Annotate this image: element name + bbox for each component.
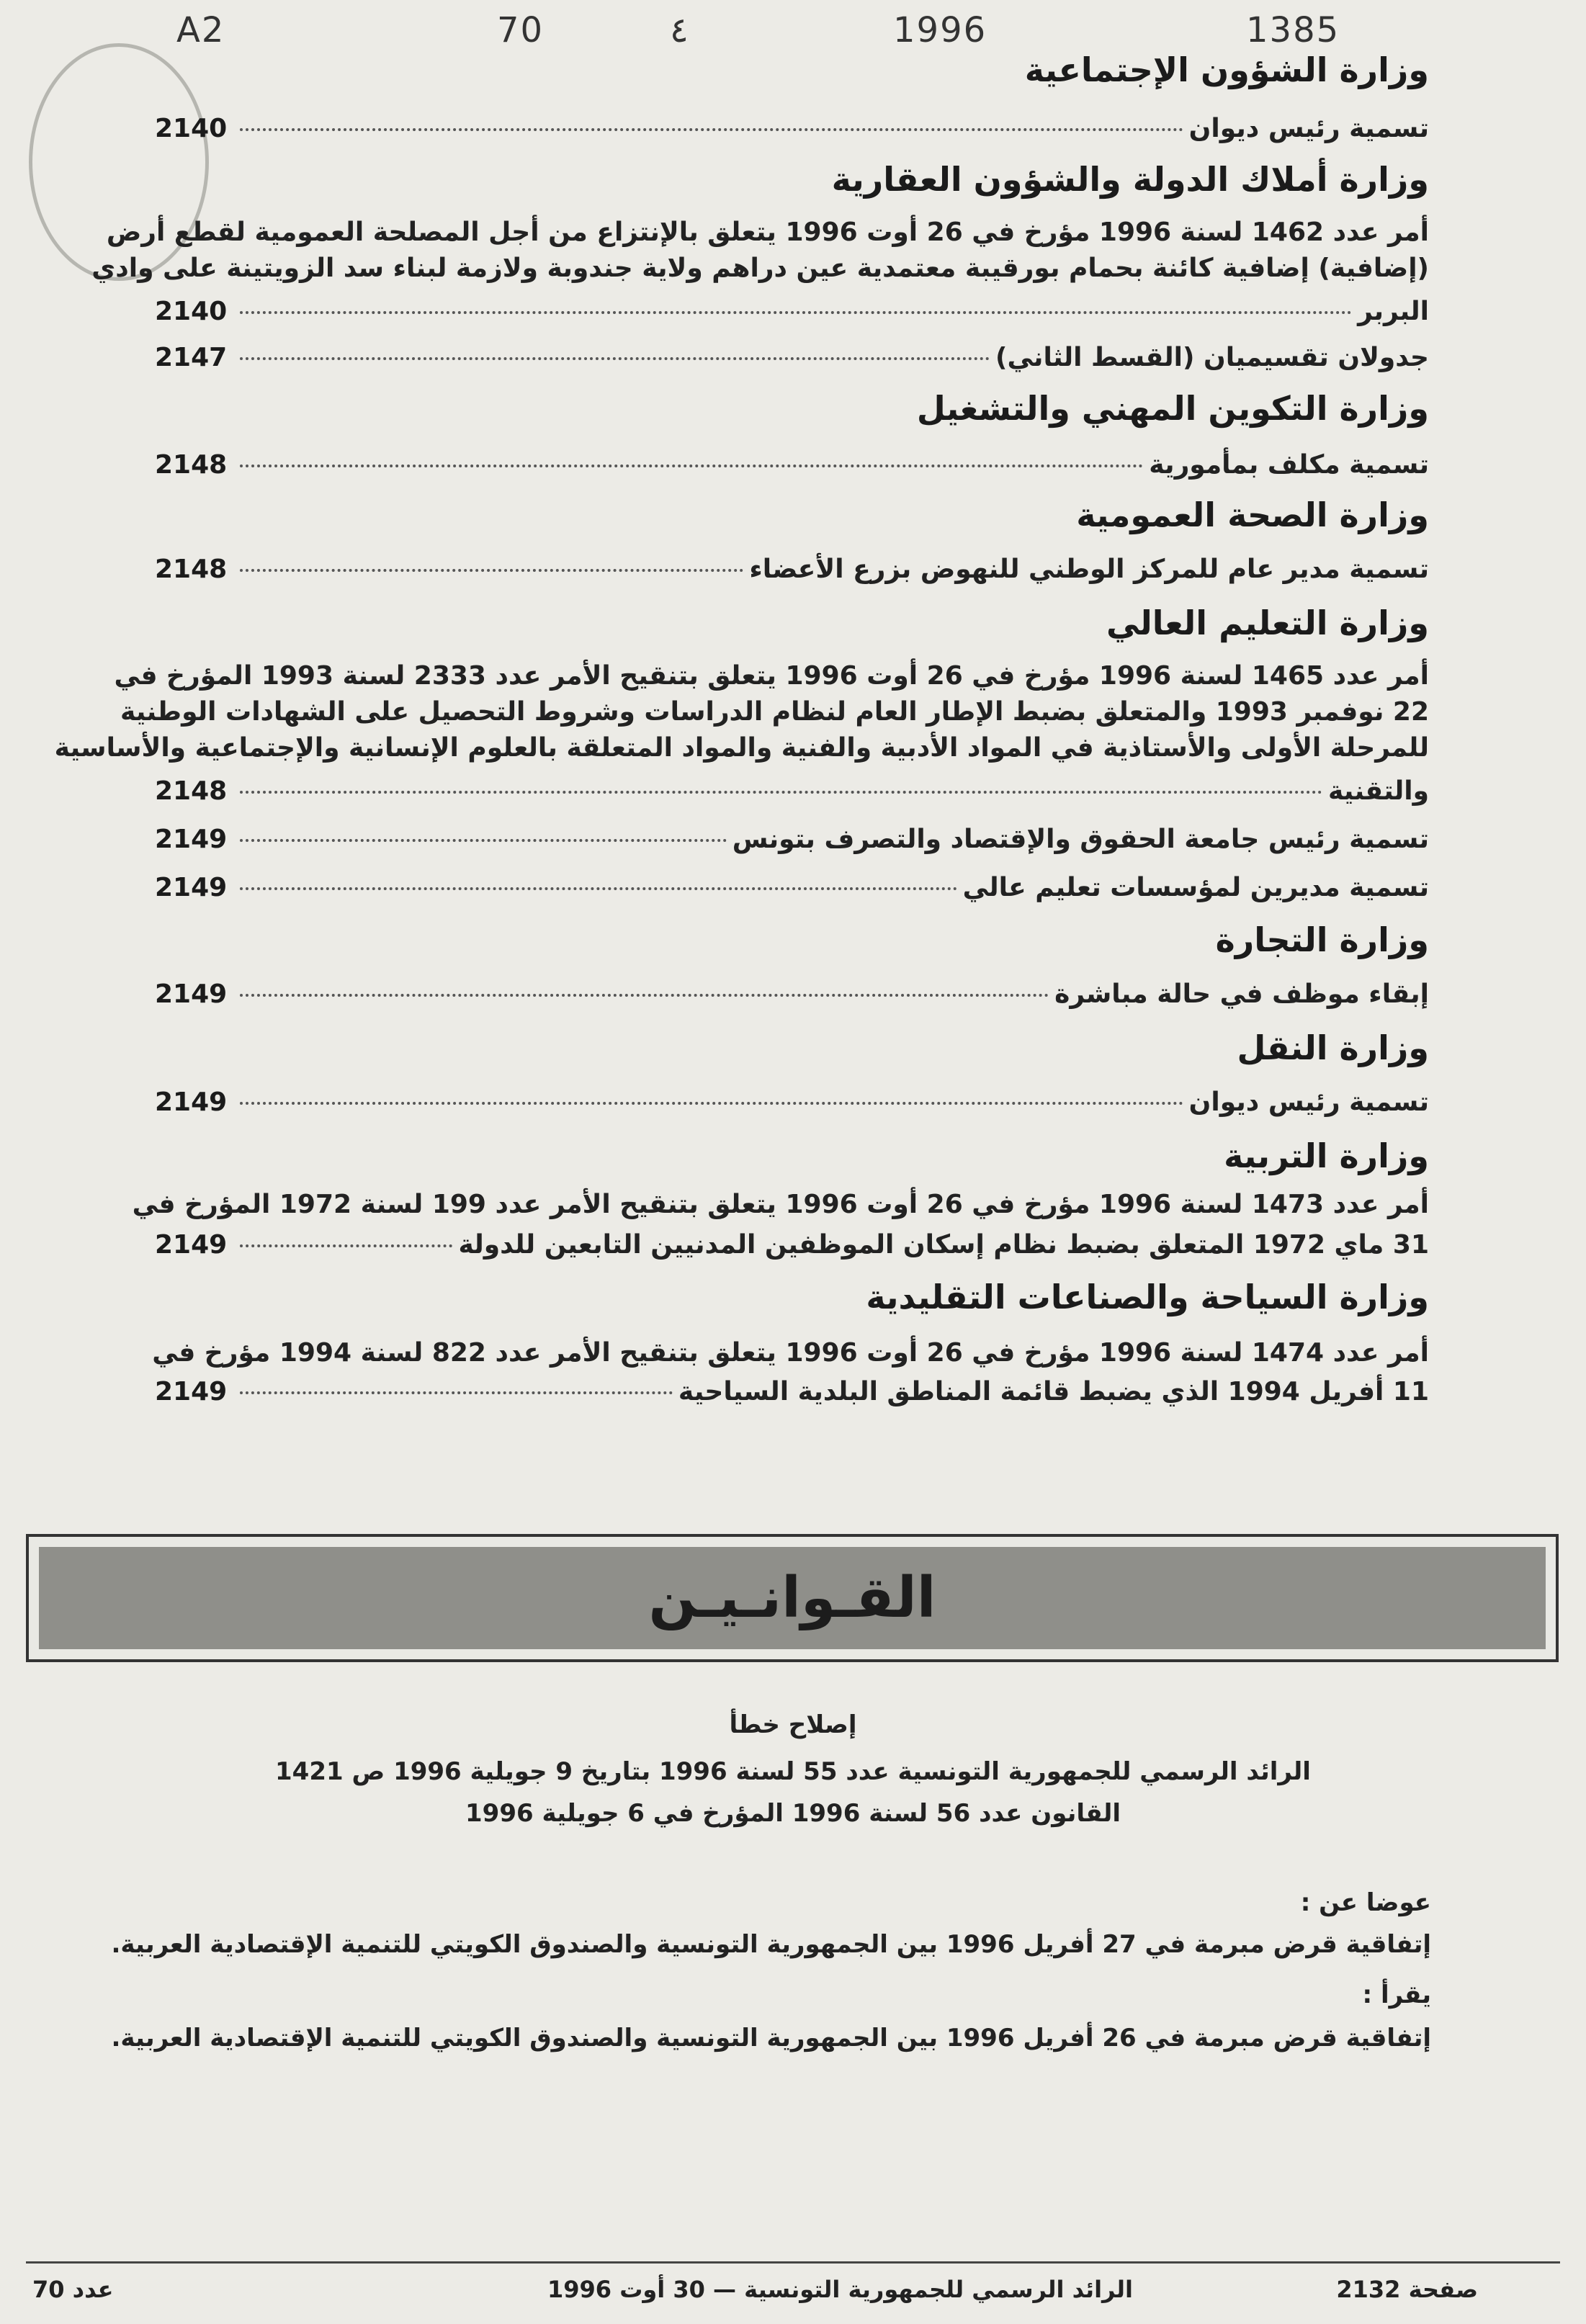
read-text: إتفاقية قرض مبرمة في 26 أفريل 1996 بين الجمهورية التونسية والصندوق الكويتي للتنمية الإقتصادية العربية.: [111, 2024, 1431, 2052]
toc-page: 2149: [155, 1377, 228, 1406]
heading-public-health: وزارة الصحة العمومية: [1076, 495, 1429, 534]
toc-text: 22 نوفمبر 1993 والمتعلق بضبط الإطار العام لنظام الدراسات وشروط التحصيل على الشهادات الوطنية: [120, 697, 1429, 727]
toc-entry: والتقنية: [234, 776, 1429, 806]
toc-entry: 11 أفريل 1994 الذي يضبط قائمة المناطق البلدية السياحية: [234, 1377, 1429, 1406]
toc-page: 2149: [155, 1087, 228, 1117]
toc-page: 2148: [155, 776, 228, 806]
read-label: يقرأ :: [1362, 1980, 1431, 2009]
handwritten-a2: A2: [176, 10, 225, 50]
toc-text: أمر عدد 1465 لسنة 1996 مؤرخ في 26 أوت 1996 يتعلق بتنقيح الأمر عدد 2333 لسنة 1993 المؤرخ في: [114, 661, 1429, 691]
toc-page: 2148: [155, 450, 228, 480]
erratum-title: إصلاح خطأ: [729, 1710, 857, 1739]
toc-entry: 31 ماي 1972 المتعلق بضبط نظام إسكان الموظفين المدنيين التابعين للدولة: [234, 1230, 1429, 1260]
heading-transport: وزارة النقل: [1237, 1028, 1429, 1067]
toc-entry: إبقاء موظف في حالة مباشرة: [234, 979, 1429, 1009]
erratum-line2: القانون عدد 56 لسنة 1996 المؤرخ في 6 جويلية 1996: [465, 1799, 1121, 1828]
footer-page-number: صفحة 2132: [1336, 2276, 1478, 2303]
heading-higher-education: وزارة التعليم العالي: [1106, 604, 1429, 642]
handwritten-code: 1385: [1246, 10, 1340, 50]
toc-page: 2147: [155, 343, 228, 372]
toc-text: للمرحلة الأولى والأستاذية في المواد الأدبية والفنية والمواد المتعلقة بالعلوم الإنسانية والإجتماعية والأساسية: [54, 733, 1429, 763]
erratum-line1: الرائد الرسمي للجمهورية التونسية عدد 55 لسنة 1996 بتاريخ 9 جويلية 1996 ص 1421: [275, 1757, 1311, 1786]
laws-banner-title: القـوانـيـن: [648, 1566, 936, 1630]
handwritten-year: 1996: [893, 10, 987, 50]
handwritten-70: 70: [497, 10, 545, 50]
heading-state-property: وزارة أملاك الدولة والشؤون العقارية: [831, 160, 1429, 199]
heading-commerce: وزارة التجارة: [1215, 920, 1429, 959]
toc-page: 2140: [155, 114, 228, 143]
heading-vocational-training: وزارة التكوين المهني والتشغيل: [916, 389, 1429, 428]
instead-label: عوضا عن :: [1300, 1888, 1431, 1917]
toc-text: أمر عدد 1473 لسنة 1996 مؤرخ في 26 أوت 1996 يتعلق بتنقيح الأمر عدد 199 لسنة 1972 المؤرخ في: [132, 1190, 1429, 1219]
footer-issue-number: عدد 70: [32, 2276, 114, 2303]
toc-page: 2149: [155, 979, 228, 1009]
toc-entry: تسمية رئيس ديوان: [234, 1087, 1429, 1117]
toc-page: 2149: [155, 825, 228, 854]
instead-text: إتفاقية قرض مبرمة في 27 أفريل 1996 بين الجمهورية التونسية والصندوق الكويتي للتنمية الإقتصادية العربية.: [111, 1930, 1431, 1959]
footer-divider: [26, 2261, 1560, 2264]
heading-social-affairs: وزارة الشؤون الإجتماعية: [1024, 50, 1429, 89]
toc-page: 2140: [155, 297, 228, 326]
heading-education: وزارة التربية: [1224, 1136, 1429, 1175]
laws-banner: [26, 1534, 1559, 1662]
toc-entry: تسمية رئيس جامعة الحقوق والإقتصاد والتصرف بتونس: [234, 825, 1429, 854]
handwritten-mark: ٤: [670, 10, 689, 50]
toc-entry: تسمية مدير عام للمركز الوطني للنهوض بزرع الأعضاء: [234, 555, 1429, 584]
toc-text: أمر عدد 1462 لسنة 1996 مؤرخ في 26 أوت 1996 يتعلق بالإنتزاع من أجل المصلحة العمومية لقطع أرض: [106, 217, 1429, 247]
toc-entry: جدولان تقسيميان (القسط الثاني): [234, 343, 1429, 372]
toc-page: 2149: [155, 873, 228, 902]
heading-tourism: وزارة السياحة والصناعات التقليدية: [866, 1278, 1429, 1316]
toc-text: أمر عدد 1474 لسنة 1996 مؤرخ في 26 أوت 1996 يتعلق بتنقيح الأمر عدد 822 لسنة 1994 مؤرخ في: [152, 1338, 1429, 1368]
toc-page: 2149: [155, 1230, 228, 1260]
toc-entry: البربر: [234, 297, 1429, 326]
footer-gazette-title: الرائد الرسمي للجمهورية التونسية — 30 أوت 1996: [547, 2276, 1133, 2303]
toc-entry: تسمية مكلف بمأمورية: [234, 450, 1429, 480]
toc-entry: تسمية مديرين لمؤسسات تعليم عالي: [234, 873, 1429, 902]
laws-banner-fill: [39, 1547, 1546, 1649]
toc-entry: تسمية رئيس ديوان: [234, 114, 1429, 143]
toc-page: 2148: [155, 555, 228, 584]
toc-text: (إضافية) إضافية كائنة بحمام بورقيبة معتمدية عين دراهم ولاية جندوبة ولازمة لبناء سد الزويتينة على وادي: [91, 254, 1429, 283]
